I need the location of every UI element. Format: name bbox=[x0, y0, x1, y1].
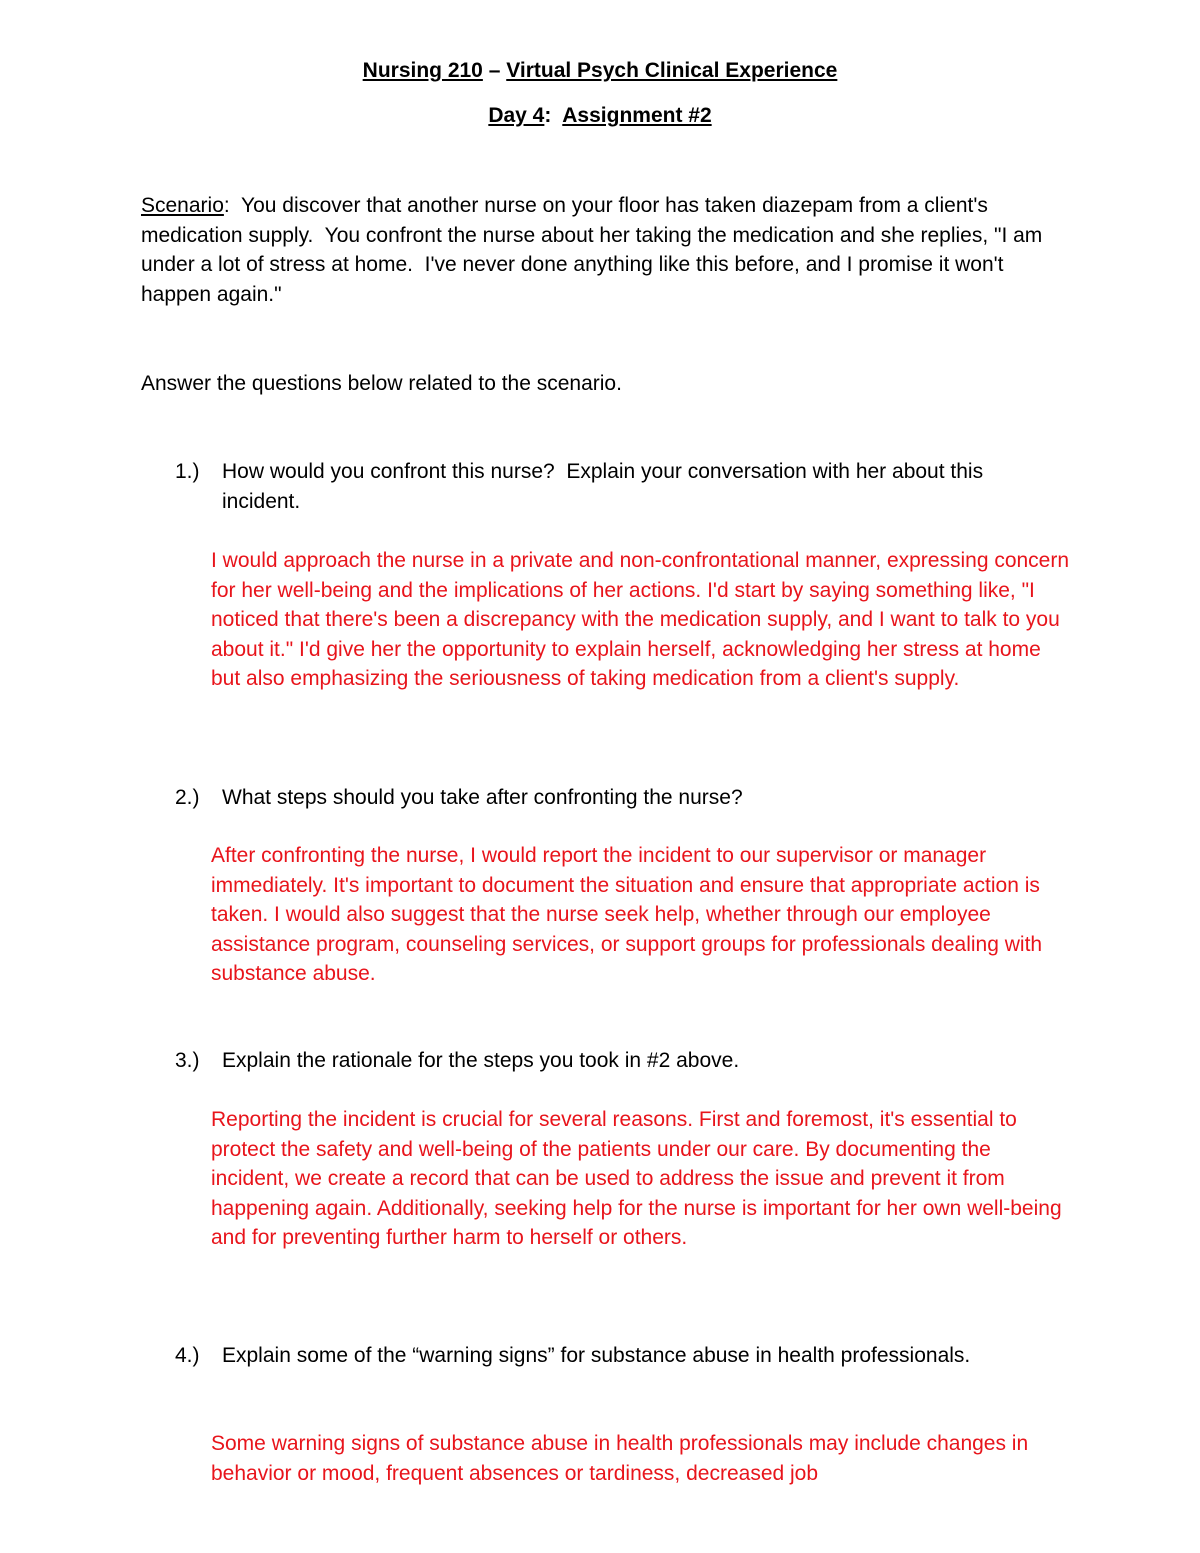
scenario-label: Scenario bbox=[141, 194, 224, 217]
question-text: Explain some of the “warning signs” for substance abuse in health professionals. bbox=[222, 1344, 971, 1367]
question-item bbox=[175, 457, 1055, 516]
document-title bbox=[0, 59, 1200, 83]
question-number: 1.) bbox=[175, 460, 200, 483]
course-title: Virtual Psych Clinical Experience bbox=[506, 59, 838, 82]
question-number: 3.) bbox=[175, 1049, 200, 1072]
answer-text: Some warning signs of substance abuse in health professionals may include changes in behavior or mood, frequent absences or tardiness, decreased job bbox=[211, 1432, 1029, 1485]
answer-text: Reporting the incident is crucial for several reasons. First and foremost, it's essential to protect the safety and well-being of the patients under our care. By documenting the incident, we create a record that can be used to address the issue and prevent it from happening again. Additionally, seeking help for the nurse is important for her own well-being and for preventing further harm to herself or others. bbox=[211, 1108, 1062, 1249]
assignment-subtitle bbox=[0, 104, 1200, 128]
question-text: Explain the rationale for the steps you took in #2 above. bbox=[222, 1049, 740, 1072]
assignment-label: Assignment #2 bbox=[562, 104, 712, 127]
question-text: How would you confront this nurse? Explain your conversation with her about this incident. bbox=[222, 460, 989, 513]
course-name: Nursing 210 bbox=[362, 59, 483, 82]
question-number: 4.) bbox=[175, 1344, 200, 1367]
answer-text: After confronting the nurse, I would report the incident to our supervisor or manager immediately. It's important to document the situation and ensure that appropriate action is taken. I would also suggest that the nurse seek help, whether through our employee assistance program, counseling services, or support groups for professionals dealing with substance abuse. bbox=[211, 844, 1043, 985]
question-item bbox=[175, 783, 1055, 813]
question-number: 2.) bbox=[175, 786, 200, 809]
answer-text: I would approach the nurse in a private and non-confrontational manner, expressing concern for her well-being and the implications of her actions. I'd start by saying something like, "I noticed that there's been a discrepancy with the medication supply, and I want to talk to you about it." I'd give her the opportunity to explain herself, acknowledging her stress at home but also emphasizing the seriousness of taking medication from a client's supply. bbox=[211, 549, 1070, 690]
subtitle-colon: : bbox=[544, 104, 563, 127]
question-text: What steps should you take after confronting the nurse? bbox=[222, 786, 743, 809]
instructions-text: Answer the questions below related to the scenario. bbox=[141, 372, 622, 395]
question-item bbox=[175, 1341, 1055, 1371]
scenario-paragraph bbox=[141, 191, 1071, 309]
day-label: Day 4 bbox=[488, 104, 545, 127]
scenario-text: : You discover that another nurse on your floor has taken diazepam from a client's medication supply. You confront the nurse about her taking the medication and she replies, "I am under a lot of stress at home. I've never done anything like this before, and I promise it won't happen again." bbox=[141, 194, 1049, 306]
title-dash: – bbox=[482, 59, 507, 82]
question-item bbox=[175, 1046, 1055, 1076]
